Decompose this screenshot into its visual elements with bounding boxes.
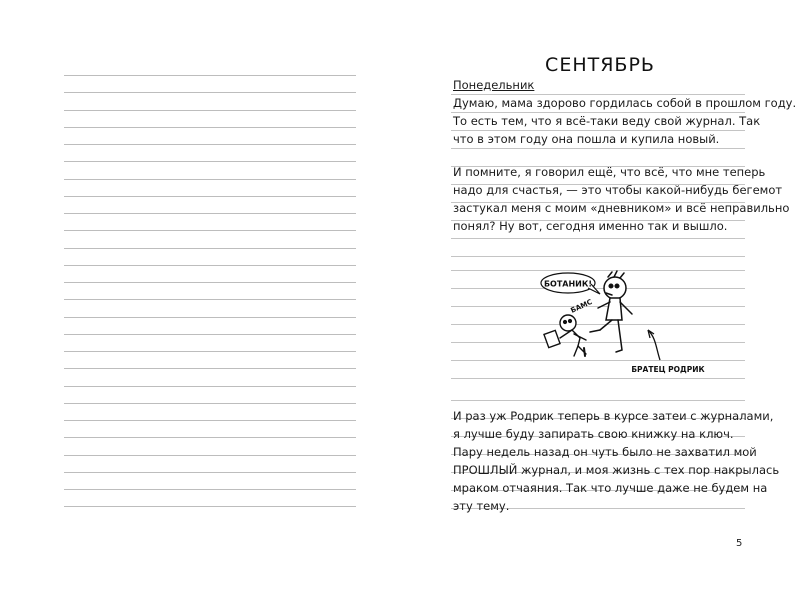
ruled-line [451,148,745,149]
ruled-line [64,403,356,404]
ruled-line [64,386,356,387]
paragraph-line: что в этом году она пошла и купила новый. [453,132,720,146]
month-title: СЕНТЯБРЬ [545,54,655,76]
paragraph-line: И помните, я говорил ещё, что всё, что мне теперь [453,165,766,179]
ruled-line [64,265,356,266]
ruled-line [64,179,356,180]
ruled-line [451,256,745,257]
ruled-line [64,368,356,369]
rodrick-illustration [528,268,723,380]
rodrick-figure [590,271,632,352]
ruled-line [64,213,356,214]
ruled-line [64,248,356,249]
paragraph-line: И раз уж Родрик теперь в курсе затеи с журналами, [453,409,774,423]
ruled-line [64,299,356,300]
ruled-line [64,196,356,197]
paragraph-line: мраком отчаяния. Так что лучше даже не будем на [453,481,768,495]
day-label: Понедельник [453,78,535,92]
sound-effect-text: БАМС [569,297,594,315]
ruled-line [64,455,356,456]
paragraph-line: я лучше буду запирать свою книжку на ключ. [453,427,734,441]
paragraph-1 [453,94,797,148]
ruled-line [64,161,356,162]
ruled-line [64,351,356,352]
ruled-line [64,282,356,283]
ruled-line [64,144,356,145]
ruled-line [64,437,356,438]
day-label-block [453,76,749,94]
paragraph-2 [453,163,790,235]
paragraph-line: застукал меня с моим «дневником» и всё неправильно [453,201,790,215]
ruled-line [451,238,745,239]
ruled-line [64,110,356,111]
page-number: 5 [736,538,743,549]
paragraph-line: Пару недель назад он чуть было не захватил мой [453,445,757,459]
paragraph-3 [453,407,780,515]
ruled-line [64,489,356,490]
paragraph-line: Думаю, мама здорово гордилась собой в прошлом году. [453,96,797,110]
ruled-line [64,230,356,231]
ruled-line [64,75,356,76]
ruled-line [64,317,356,318]
ruled-line [64,472,356,473]
ruled-line [64,420,356,421]
ruled-line [64,92,356,93]
paragraph-line: надо для счастья, — это чтобы какой-нибудь бегемот [453,183,783,197]
illustration-caption: БРАТЕЦ РОДРИК [631,365,705,374]
caption-arrow [648,330,660,360]
paragraph-line: понял? Ну вот, сегодня именно так и вышло. [453,219,728,233]
ruled-line [451,400,745,401]
paragraph-line: То есть тем, что я всё-таки веду свой журнал. Так [453,114,761,128]
paragraph-line: ПРОШЛЫЙ журнал, и моя жизнь с тех пор накрылась [453,463,780,477]
paragraph-line: эту тему. [453,499,510,513]
left-ruled-lines [64,0,356,592]
ruled-line [64,334,356,335]
ruled-line [64,127,356,128]
greg-figure [544,315,586,356]
ruled-line [64,506,356,507]
speech-bubble-text: БОТАНИК! [543,279,593,289]
speech-bubble [541,273,600,294]
